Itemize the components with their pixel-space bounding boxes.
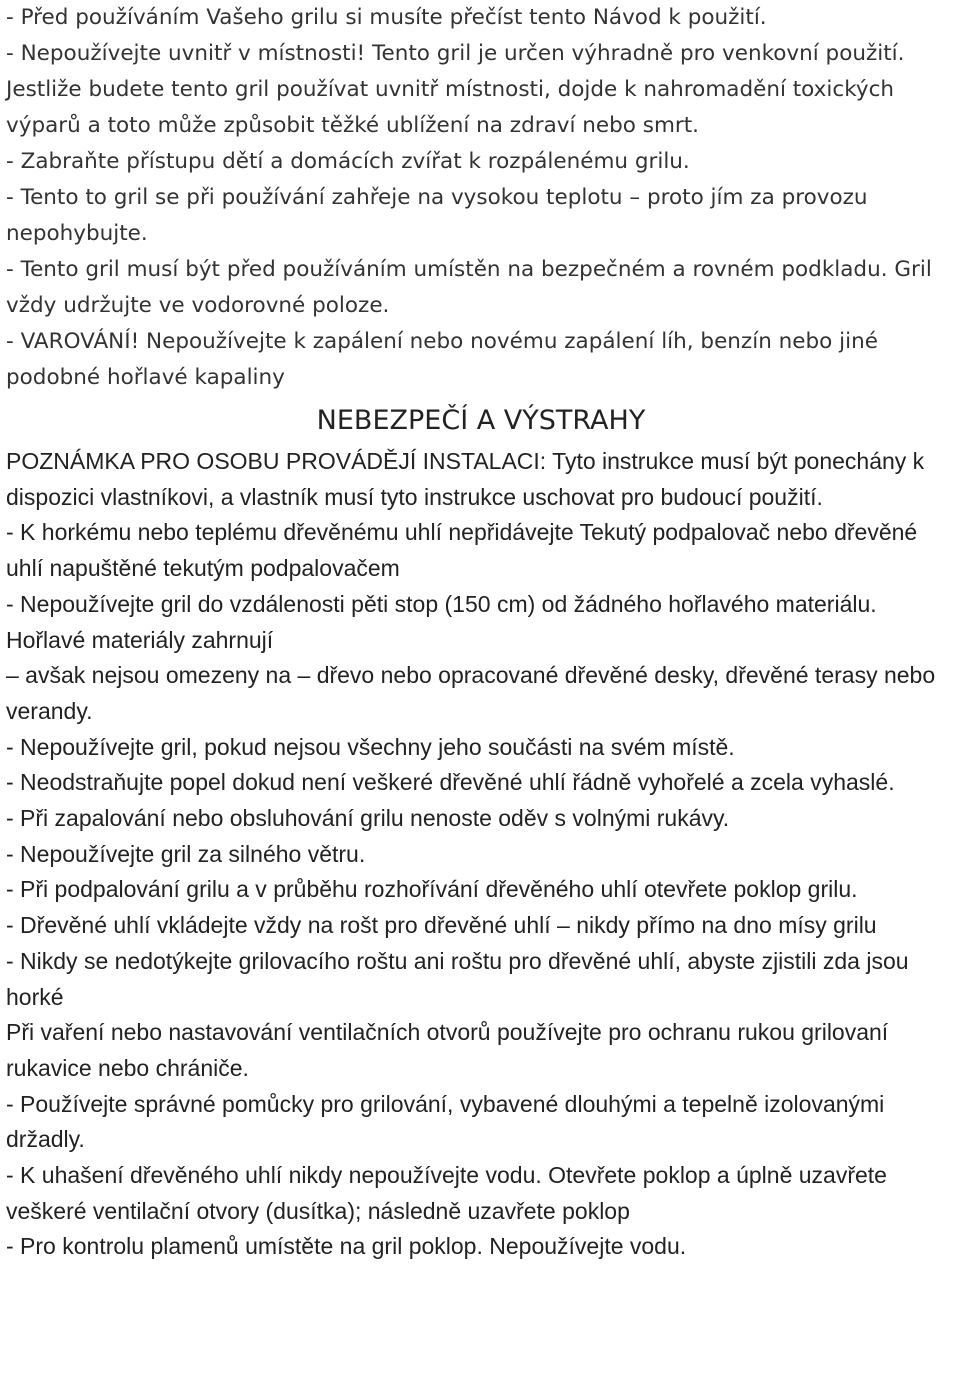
warning-line: - Dřevěné uhlí vkládejte vždy na rošt pro dřevěné uhlí – nikdy přímo na dno mísy grilu <box>6 912 877 939</box>
warning-line: - Při zapalování nebo obsluhování grilu nenoste oděv s volnými rukávy. <box>6 805 730 832</box>
warning-line: - Zabraňte přístupu dětí a domácích zvířat k rozpálenému grilu. <box>6 149 690 174</box>
warning-line: - Nepoužívejte gril za silného větru. <box>6 840 366 867</box>
warning-line: - K horkému nebo teplému dřevěnému uhlí nepřidávejte Tekutý podpalovač nebo dřevěné uhlí napuštěné tekutým podpalovačem <box>6 519 918 582</box>
warning-line: - Nepoužívejte gril do vzdálenosti pěti stop (150 cm) od žádného hořlavého materiálu. Hořlavé materiály zahrnují <box>6 590 877 653</box>
warning-line: Při vaření nebo nastavování ventilačních otvorů používejte pro ochranu rukou grilovaní rukavice nebo chrániče. <box>6 1019 889 1081</box>
warning-line: - Tento gril musí být před používáním umístěn na bezpečném a rovném podkladu. Gril vždy udržujte ve vodorovné poloze. <box>6 257 932 318</box>
warning-line: - Pro kontrolu plamenů umístěte na gril poklop. Nepoužívejte vodu. <box>6 1233 687 1260</box>
warning-line: - Před používáním Vašeho grilu si musíte přečíst tento Návod k použití. <box>6 5 767 30</box>
warning-line: – avšak nejsou omezeny na – dřevo nebo opracované dřevěné desky, dřevěné terasy nebo verandy. <box>6 662 936 724</box>
document-page <box>6 0 956 1265</box>
warning-line: - K uhašení dřevěného uhlí nikdy nepoužívejte vodu. Otevřete poklop a úplně uzavřete veškeré ventilační otvory (dusítka); následně uzavřete poklop <box>6 1162 887 1224</box>
warning-line: - Nepoužívejte gril, pokud nejsou všechny jeho součásti na svém místě. <box>6 733 735 760</box>
warning-line: - Tento to gril se při používání zahřeje na vysokou teplotu – proto jím za provozu nepohybujte. <box>6 185 868 246</box>
warning-line: - Při podpalování grilu a v průběhu rozhořívání dřevěného uhlí otevřete poklop grilu. <box>6 876 858 903</box>
warning-line: - Nikdy se nedotýkejte grilovacího roštu ani roštu pro dřevěné uhlí, abyste zjistili zda jsou horké <box>6 947 909 1010</box>
installer-note: POZNÁMKA PRO OSOBU PROVÁDĚJÍ INSTALACI: Tyto instrukce musí být ponechány k dispozici vlastníkovi, a vlastník musí tyto instrukce uschovat pro budoucí použití. <box>6 448 925 510</box>
warning-line: - Nepoužívejte uvnitř v místnosti! Tento gril je určen výhradně pro venkovní použití. Jestliže budete tento gril používat uvnitř místnosti, dojde k nahromadění toxických výparů a toto může způsobit těžké ublížení na zdraví nebo smrt. <box>6 41 905 138</box>
warning-line: - VAROVÁNÍ! Nepoužívejte k zapálení nebo novému zapálení líh, benzín nebo jiné podobné hořlavé kapaliny <box>6 329 878 390</box>
warning-line: - Neodstraňujte popel dokud není veškeré dřevěné uhlí řádně vyhořelé a zcela vyhaslé. <box>6 769 895 796</box>
section-title: NEBEZPEČÍ A VÝSTRAHY <box>316 405 646 436</box>
danger-warnings <box>6 444 956 1265</box>
general-warnings <box>6 0 956 396</box>
warning-line: - Používejte správné pomůcky pro grilování, vybavené dlouhými a tepelně izolovanými držadly. <box>6 1090 885 1153</box>
